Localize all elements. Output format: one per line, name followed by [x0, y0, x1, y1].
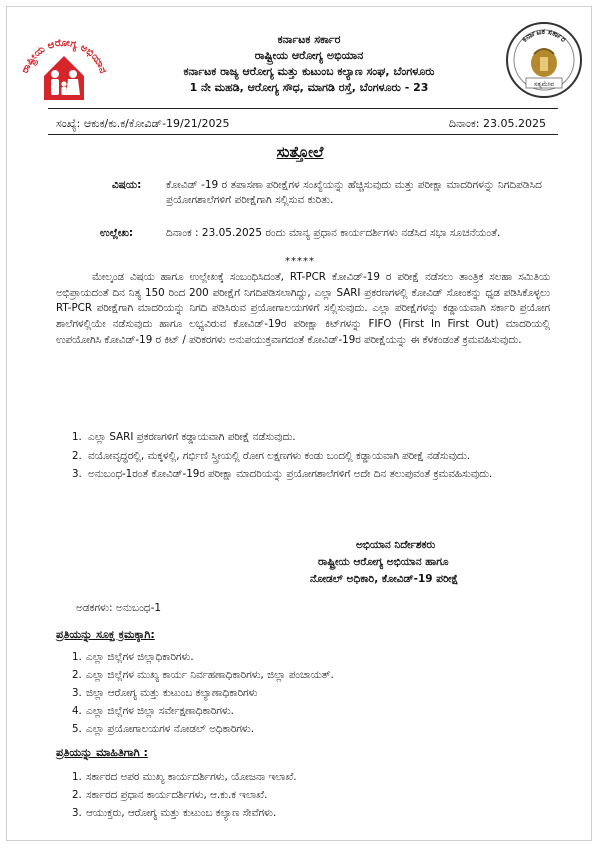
list-item: 1. ಎಲ್ಲಾ ಜಿಲ್ಲೆಗಳ ಜಿಲ್ಲಾಧಿಕಾರಿಗಳು.: [72, 651, 194, 663]
copy-action-heading: ಪ್ರತಿಯನ್ನು ಸೂಕ್ತ ಕ್ರಮಕ್ಕಾಗಿ:: [56, 628, 155, 641]
header-line-1: ಕರ್ನಾಟಕ ಸರ್ಕಾರ: [277, 33, 341, 46]
nhm-logo-text: ರಾಷ್ಟ್ರೀಯ ಆರೋಗ್ಯ ಅಭಿಯಾನ: [19, 37, 109, 75]
list-item: 2. ಎಲ್ಲಾ ಜಿಲ್ಲೆಗಳ ಮುಖ್ಯ ಕಾರ್ಯ ನಿರ್ವಹಣಾಧಿಕಾರಿಗಳು, ಜಿಲ್ಲಾ ಪಂಚಾಯತ್.: [72, 669, 334, 681]
subject-block: [112, 178, 552, 208]
list-item: 3. ಆಯುಕ್ತರು, ಆರೋಗ್ಯ ಮತ್ತು ಕುಟುಂಬ ಕಲ್ಯಾಣ ಸೇವೆಗಳು.: [72, 807, 277, 819]
list-item: 5. ಎಲ್ಲಾ ಪ್ರಯೋಗಾಲಯಗಳ ನೋಡಲ್ ಅಧಿಕಾರಿಗಳು.: [72, 723, 254, 735]
reference-rule: [48, 134, 558, 135]
enclosure: ಅಡಕಗಳು: ಅನುಬಂಧ-1: [76, 602, 162, 614]
signature-line-2: ರಾಷ್ಟ್ರೀಯ ಆರೋಗ್ಯ ಅಭಿಯಾನ ಹಾಗೂ: [318, 556, 449, 568]
page-title: [0, 143, 600, 161]
subject-label: ವಿಷಯ:: [112, 179, 142, 191]
list-item: 3. ಅನುಬಂಧ-1ರಂತೆ ಕೋವಿಡ್-19ರ ಪರೀಕ್ಷಾ ಮಾದರಿಯನ್ನು ಪ್ರಯೋಗಶಾಲೆಗಳಿಗೆ ಅದೇ ದಿನ ತಲುಪುವಂತೆ ಕ್ರಮವಹಿಸುವುದು.: [72, 468, 493, 481]
body-paragraph: ಮೇಲ್ಕಂಡ ವಿಷಯ ಹಾಗೂ ಉಲ್ಲೇಖಕ್ಕೆ ಸಂಬಂಧಿಸಿದಂತೆ, RT-PCR ಕೋವಿಡ್-19 ರ ಪರೀಕ್ಷೆ ನಡೆಸಲು ತಾಂತ್ರಿಕ ಸಲಹಾ ಸಮಿತಿಯ ಅಭಿಪ್ರಾಯದಂತೆ ದಿನ ನಿತ್ಯ 150 ರಿಂದ 200 ಪರೀಕ್ಷೆಗೆ ನಿಗದಿಪಡಿಸಲಾಗಿದ್ದು, ಎಲ್ಲಾ SARI ಪ್ರಕರಣಗಳಲ್ಲಿ ಕೋವಿಡ್ ಸೋಂಕನ್ನು ಧೃಡ ಪಡಿಸಿಕೊಳ್ಳಲು RT-PCR ಪರೀಕ್ಷೆಗಾಗಿ ಮಾದರಿಯನ್ನು ನಿಗದಿ ಪಡಿಸಿರುವ ಪ್ರಯೋಗಾಲಯಗಳಿಗೆ ಸಲ್ಲಿಸುವುದು. ಎಲ್ಲಾ ಪರೀಕ್ಷೆಗಳನ್ನು ಕಡ್ಡಾಯವಾಗಿ ಸರ್ಕಾರಿ ಪ್ರಯೋಗ ಶಾಲೆಗಳಲ್ಲಿಯೇ ನಡೆಸುವುದು ಹಾಗೂ ಲಭ್ಯವಿರುವ ಕೋವಿಡ್-19ರ ಪರೀಕ್ಷಾ ಕಿಟ್‌ಗಳನ್ನು FIFO (First In First Out) ಮಾದರಿಯಲ್ಲಿ ಉಪಯೋಗಿಸಿ ಕೋವಿಡ್-19 ರ ಕಿಟ್ / ಪರಿಕರಗಳು ಅನುಪಯುಕ್ತವಾಗದಂತೆ ಕೋವಿಡ್-19ರ ಪರೀಕ್ಷೆಯನ್ನು ಈ ಕೆಳಕಂಡಂತೆ ಕ್ರಮವಹಿಸುವುದು.: [56, 271, 550, 346]
separator-stars: *****: [285, 256, 315, 267]
copy-action-list: [72, 648, 532, 738]
letterhead: [16, 14, 584, 106]
subject-text: ಕೋವಿಡ್ -19 ರ ತಪಾಸಣಾ ಪರೀಕ್ಷೆಗಳ ಸಂಖ್ಯೆಯನ್ನು ಹೆಚ್ಚಿಸುವುದು ಮತ್ತು ಪರೀಕ್ಷಾ ಮಾದರಿಗಳನ್ನು ನಿಗದಿಪಡಿಸಿದ ಪ್ರಯೋಗಶಾಲೆಗಳಿಗೆ ಪರೀಕ್ಷೆಗಾಗಿ ಸಲ್ಲಿಸುವ ಕುರಿತು.: [166, 179, 542, 206]
reference-line: [56, 117, 546, 131]
reference-text: ದಿನಾಂಕ : 23.05.2025 ರಂದು ಮಾನ್ಯ ಪ್ರಧಾನ ಕಾರ್ಯದರ್ಶಿಗಳು ನಡೆಸಿದ ಸಭಾ ಸೂಚನೆಯಂತೆ.: [166, 227, 501, 239]
instruction-list: [72, 430, 552, 486]
signature-block: [310, 537, 560, 588]
copy-info-list: [72, 768, 532, 822]
reference-label: ಉಲ್ಲೇಖ:: [100, 227, 134, 239]
header-line-4: 1 ನೇ ಮಹಡಿ, ಆರೋಗ್ಯ ಸೌಧ, ಮಾಗಡಿ ರಸ್ತೆ, ಬೆಂಗಳೂರು - 23: [189, 81, 429, 94]
header-line-2: ರಾಷ್ಟ್ರೀಯ ಆರೋಗ್ಯ ಅಭಿಯಾನ: [254, 49, 364, 62]
emblem-top-text: ಕರ್ನಾಟಕ ಸರ್ಕಾರ: [519, 26, 568, 44]
signature-line-3: ನೋಡಲ್ ಅಧಿಕಾರಿ, ಕೋವಿಡ್-19 ಪರೀಕ್ಷೆ: [310, 573, 459, 585]
nhm-logo: [16, 26, 112, 104]
list-item: 3. ಜಿಲ್ಲಾ ಆರೋಗ್ಯ ಮತ್ತು ಕುಟುಂಬ ಕಲ್ಯಾಣಾಧಿಕಾರಿಗಳು: [72, 687, 258, 699]
letter-date: ದಿನಾಂಕ: 23.05.2025: [448, 117, 546, 130]
list-item: 1. ಸರ್ಕಾರದ ಅಪರ ಮುಖ್ಯ ಕಾರ್ಯದರ್ಶಿಗಳು, ಯೋಜನಾ ಇಲಾಖೆ.: [72, 771, 297, 783]
reference-block: [100, 226, 552, 241]
circular-title: ಸುತ್ತೋಲೆ: [276, 143, 324, 161]
letterhead-text: [114, 32, 504, 96]
list-item: 4. ಎಲ್ಲಾ ಜಿಲ್ಲೆಗಳ ಜಿಲ್ಲಾ ಸರ್ವೇಕ್ಷಣಾಧಿಕಾರಿಗಳು.: [72, 705, 234, 717]
list-item: 2. ಸರ್ಕಾರದ ಪ್ರಧಾನ ಕಾರ್ಯದರ್ಶಿಗಳು, ಆ.ಕು.ಕ ಇಲಾಖೆ.: [72, 789, 268, 801]
list-item: 1. ಎಲ್ಲಾ SARI ಪ್ರಕರಣಗಳಿಗೆ ಕಡ್ಡಾಯವಾಗಿ ಪರೀಕ್ಷೆ ನಡೆಸುವುದು.: [72, 431, 296, 443]
header-rule: [48, 108, 558, 109]
reference-number: ಸಂಖ್ಯೆ: ಆಕುಕ/ಕು.ಕ/ಕೋವಿಡ್-19/21/2025: [56, 117, 230, 130]
copy-info-heading: ಪ್ರತಿಯನ್ನು ಮಾಹಿತಿಗಾಗಿ :: [56, 746, 148, 759]
list-item: 2. ವಯೋವೃದ್ಧರಲ್ಲಿ, ಮಕ್ಕಳಲ್ಲಿ, ಗರ್ಭಿಣಿ ಸ್ತ್ರೀಯಲ್ಲಿ ರೋಗ ಲಕ್ಷಣಗಳು ಕಂಡು ಬಂದಲ್ಲಿ ಕಡ್ಡಾಯವಾಗಿ ಪರೀಕ್ಷೆ ನಡೆಸುವುದು.: [72, 449, 471, 462]
karnataka-emblem: [504, 20, 584, 100]
header-line-3: ಕರ್ನಾಟಕ ರಾಜ್ಯ ಆರೋಗ್ಯ ಮತ್ತು ಕುಟುಂಬ ಕಲ್ಯಾಣ ಸಂಘ, ಬೆಂಗಳೂರು: [183, 65, 435, 78]
signature-line-1: ಅಭಿಯಾನ ನಿರ್ದೇಶಕರು: [356, 539, 436, 551]
emblem-bottom-text: ಸತ್ಯಮೇವ: [533, 80, 555, 88]
